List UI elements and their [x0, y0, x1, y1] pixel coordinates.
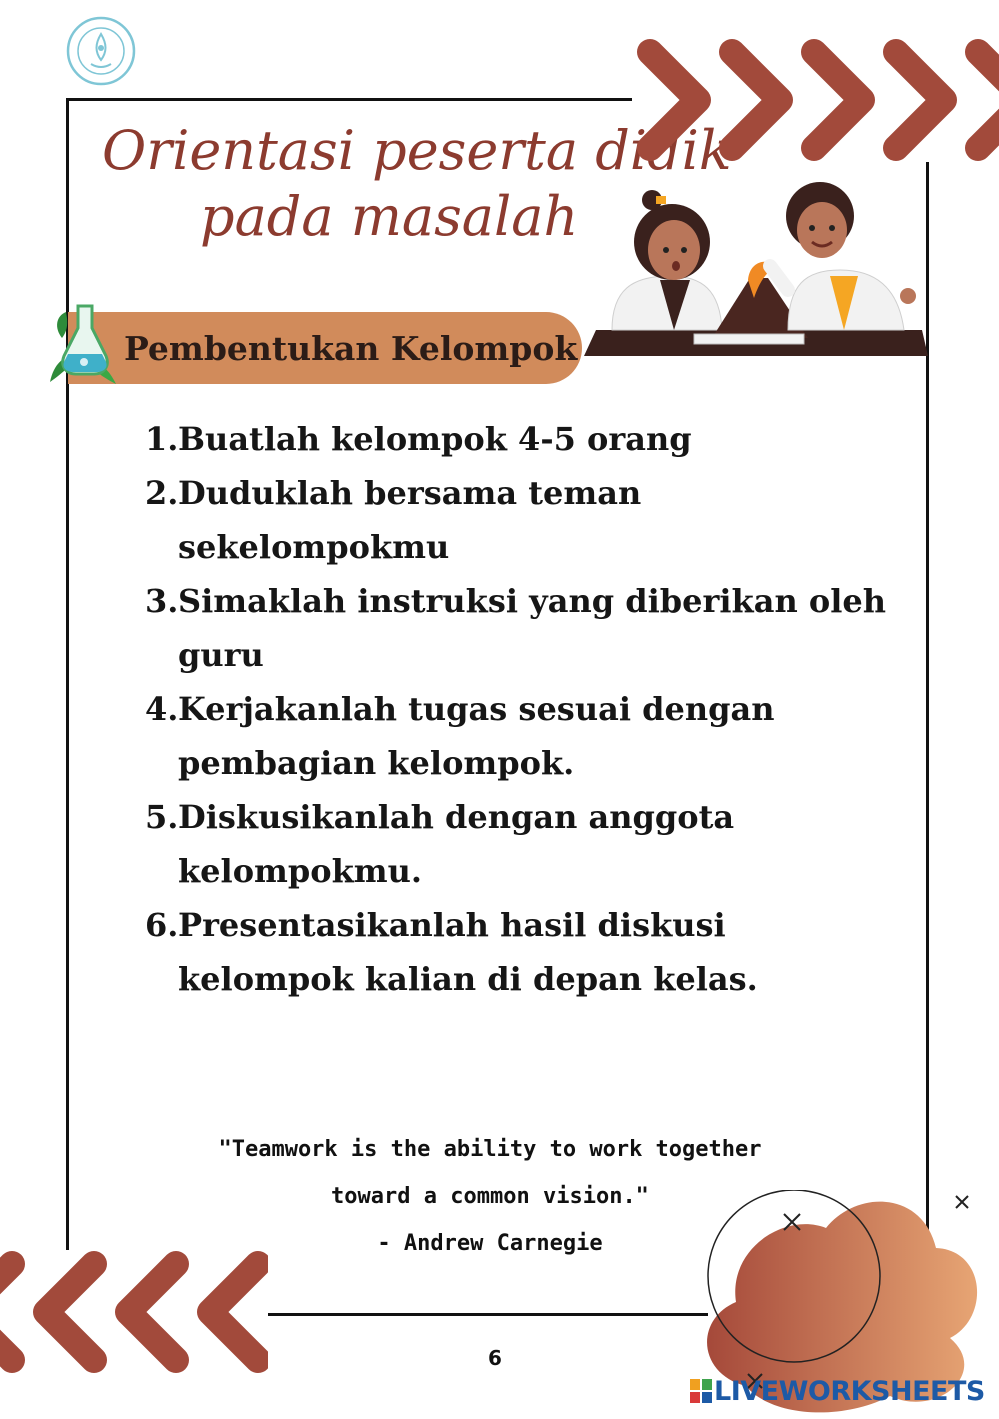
- section-header-pill: [68, 312, 582, 384]
- liveworksheets-watermark: [690, 1376, 985, 1407]
- frame-border-left: [66, 98, 69, 1250]
- list-item: [145, 466, 905, 574]
- step-number: 2.: [145, 474, 179, 512]
- watermark-text: LIVEWORKSHEETS: [714, 1376, 985, 1407]
- list-item: [145, 412, 905, 466]
- list-item: [145, 574, 905, 682]
- chevron-arrows-icon: [0, 1250, 268, 1378]
- step-number: 3.: [145, 582, 179, 620]
- quote-line-1: "Teamwork is the ability to work together: [218, 1137, 762, 1162]
- step-number: 5.: [145, 798, 179, 836]
- frame-border-bottom: [268, 1313, 708, 1316]
- page-title: [96, 118, 732, 250]
- step-text: Diskusikanlah dengan anggota kelompokmu.: [178, 798, 735, 890]
- step-text: Presentasikanlah hasil diskusi kelompok kalian di depan kelas.: [178, 906, 758, 998]
- title-line-2: pada masalah: [200, 185, 579, 248]
- science-kids-illustration: [582, 180, 930, 364]
- title-line-1: Orientasi peserta didik: [102, 119, 732, 182]
- step-text: Kerjakanlah tugas sesuai dengan pembagian kelompok.: [178, 690, 775, 782]
- step-number: 6.: [145, 906, 179, 944]
- list-item: [145, 682, 905, 790]
- university-seal-icon: [64, 14, 138, 88]
- list-item: [145, 898, 905, 1006]
- liveworksheets-logo-icon: [690, 1379, 714, 1405]
- frame-border-top: [66, 98, 632, 101]
- step-text: Simaklah instruksi yang diberikan oleh guru: [178, 582, 886, 674]
- quote-line-2: toward a common vision.": [331, 1184, 649, 1209]
- flask-leaf-icon: [44, 298, 126, 394]
- chevron-arrows-icon: [632, 38, 999, 166]
- step-text: Buatlah kelompok 4-5 orang: [178, 420, 692, 458]
- step-text: Duduklah bersama teman sekelompokmu: [178, 474, 642, 566]
- step-number: 1.: [145, 420, 179, 458]
- list-item: [145, 790, 905, 898]
- step-number: 4.: [145, 690, 179, 728]
- section-label: Pembentukan Kelompok: [124, 328, 578, 368]
- steps-list: [145, 412, 905, 1006]
- page-number: 6: [488, 1346, 502, 1370]
- quote-author: - Andrew Carnegie: [377, 1231, 603, 1256]
